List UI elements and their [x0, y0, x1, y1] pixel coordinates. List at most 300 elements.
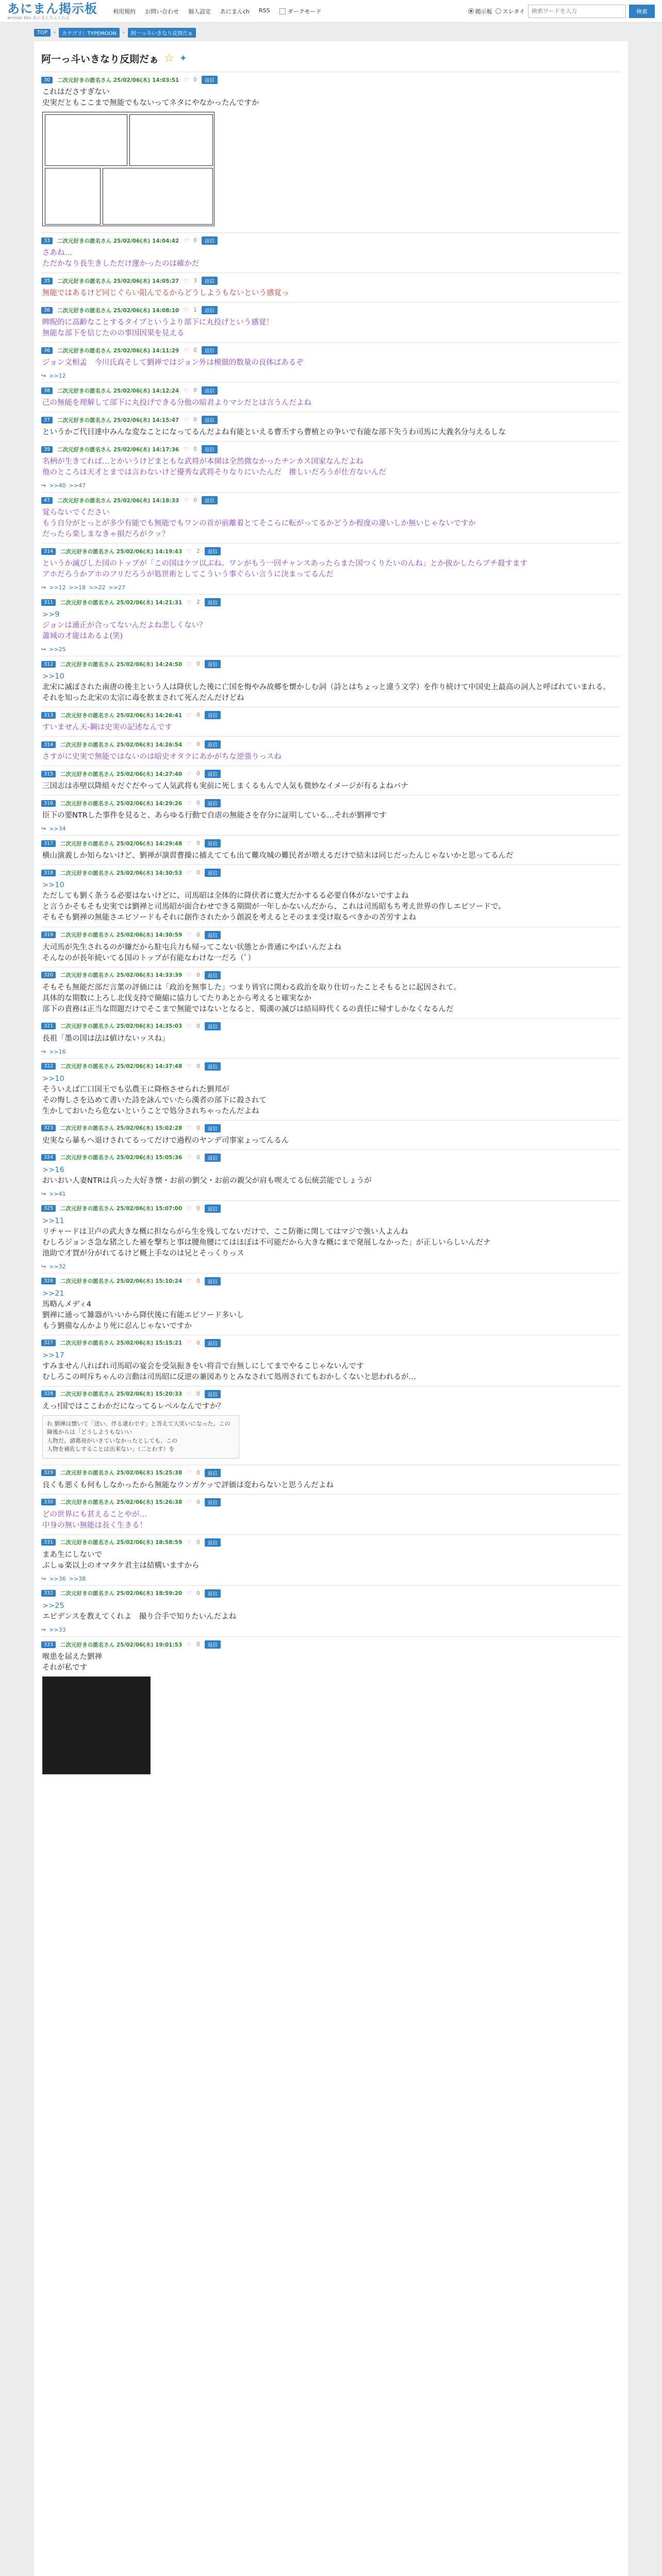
nav-contact[interactable]: お問い合わせ	[145, 8, 179, 15]
like-count: 0	[196, 741, 200, 748]
radio-label-board: 掲示板	[475, 8, 492, 15]
reply-link[interactable]: >>18	[69, 584, 86, 591]
reply-button[interactable]: 返信	[205, 1205, 221, 1213]
post-meta: 二次元好きの匿名さん 25/02/06(木) 18:59:20	[60, 1590, 183, 1597]
site-header	[0, 0, 662, 23]
reply-arrow-icon: ↪	[41, 372, 46, 380]
post-header	[41, 656, 621, 668]
post	[41, 342, 621, 382]
manga-image[interactable]	[42, 112, 214, 226]
like-count: 0	[193, 387, 197, 394]
reply-arrow-icon: ↪	[41, 646, 46, 653]
post-line: 良くも悪くも何もしなかったから無能なウンガケッで評価は変わらないと思うんだよね	[42, 1481, 334, 1489]
post-number[interactable]: 311	[41, 599, 56, 606]
post	[41, 382, 621, 412]
heart-icon[interactable]: ♡	[187, 931, 192, 938]
post-header	[41, 383, 621, 395]
post-header	[41, 1121, 621, 1132]
anchor-link[interactable]: >>10	[42, 881, 64, 890]
post-meta: 二次元好きの匿名さん 25/02/06(木) 14:05:27	[57, 278, 179, 284]
reply-link[interactable]: >>41	[49, 1190, 66, 1197]
post-header	[41, 412, 621, 424]
post-line: 横山演義しか知らないけど、劉禅が演習曹操に捕えてても出て難攻城の難民者が増えるだけで結末は同じだったんじゃないかと思ってるんだ	[42, 852, 514, 860]
heart-icon[interactable]: ♡	[187, 1205, 192, 1212]
post-number[interactable]: 317	[41, 840, 56, 847]
search-button[interactable]: 検索	[629, 5, 655, 18]
post-line: 三国志は赤壁以降組々だぐだやって人気武将も実前に死しまくるもんで人気も微妙なイメージが有るよねバナ	[42, 782, 409, 791]
reply-button[interactable]: 返信	[205, 931, 221, 939]
reply-link[interactable]: >>47	[69, 482, 86, 489]
like-count: 0	[196, 840, 200, 847]
reply-links	[41, 1262, 621, 1273]
search-input[interactable]	[528, 5, 626, 18]
post	[41, 412, 621, 441]
post-body	[41, 719, 621, 736]
reply-arrow-icon: ↪	[41, 825, 46, 833]
reply-button[interactable]: 返信	[205, 1022, 221, 1030]
post	[41, 835, 621, 865]
nav-settings[interactable]: 個人設定	[188, 8, 211, 15]
reply-arrow-icon: ↪	[41, 1263, 46, 1270]
favorite-star-icon[interactable]: ☆	[164, 52, 174, 65]
reply-button[interactable]: 返信	[205, 1640, 221, 1649]
post-body	[41, 778, 621, 795]
reply-link[interactable]: >>12	[49, 584, 66, 591]
breadcrumb-thread[interactable]: 阿一っ斗いきなり反則だぁ	[128, 28, 196, 38]
reply-button[interactable]: 返信	[205, 1390, 221, 1398]
reply-button[interactable]: 返信	[205, 799, 221, 807]
post-line: そもそも無能だ部だ言葉の評価には「政治を無事した」つまり皆官に関わる政治を取り仕切ったことそもるとに起因されて。	[42, 983, 461, 992]
post-line: と言うかそもそも史実では劉禅と司馬昭が面合わせできる期間が一年しかないんだから、これは司馬昭もち考え世界の作しエピソードで。	[42, 903, 506, 911]
post-meta: 二次元好きの匿名さん 25/02/06(木) 14:17:36	[57, 446, 179, 453]
post-header	[41, 1495, 621, 1506]
post-body	[41, 453, 621, 481]
heart-icon[interactable]: ♡	[187, 1154, 192, 1161]
post	[41, 72, 621, 232]
post-number[interactable]: 319	[41, 931, 56, 938]
post-header	[41, 72, 621, 84]
heart-icon[interactable]: ♡	[187, 1063, 192, 1070]
reply-link[interactable]: >>38	[69, 1575, 86, 1582]
like-count: 0	[196, 1539, 200, 1546]
post-header	[41, 302, 621, 314]
anchor-link[interactable]: >>21	[42, 1289, 64, 1298]
post-number[interactable]: 313	[41, 712, 56, 719]
reply-arrow-icon: ↪	[41, 1190, 46, 1197]
nav-terms[interactable]: 利用規約	[113, 8, 136, 15]
like-count: 0	[193, 497, 197, 504]
heart-icon[interactable]: ♡	[187, 972, 192, 979]
radio-selected-icon	[468, 8, 474, 14]
post-number[interactable]: 30	[41, 77, 53, 83]
post-line: そういえば亡口国王でも弘農王に降格させられた劉邦が	[42, 1085, 229, 1094]
reply-button[interactable]: 返信	[202, 277, 218, 285]
reply-arrow-icon: ↪	[41, 1626, 46, 1633]
post-header	[41, 1201, 621, 1213]
reply-links	[41, 645, 621, 656]
heart-icon[interactable]: ♡	[187, 599, 192, 606]
reply-button[interactable]: 返信	[205, 1469, 221, 1477]
post-line: 史実なら暴もへ退けされてるってだけで過程のヤンデ司事家ょってんるん	[42, 1136, 289, 1145]
post-number[interactable]: 36	[41, 347, 53, 354]
post-meta: 二次元好きの匿名さん 25/02/06(木) 14:26:41	[60, 712, 183, 719]
like-count: 0	[193, 347, 197, 354]
anchor-link[interactable]: >>11	[42, 1216, 64, 1225]
radio-icon	[495, 8, 501, 14]
post-line: ジョンは通正が合ってないんだよね悲しくない？	[42, 621, 207, 630]
reply-button[interactable]: 返信	[205, 1124, 221, 1132]
heart-icon[interactable]: ♡	[184, 307, 189, 314]
like-count: 0	[196, 712, 200, 719]
post-meta: 二次元好きの匿名さん 25/02/06(木) 15:26:38	[60, 1499, 183, 1506]
reply-button[interactable]: 返信	[205, 1154, 221, 1162]
post-number[interactable]: 324	[41, 1154, 56, 1161]
reply-arrow-icon: ↪	[41, 1575, 46, 1582]
reply-button[interactable]: 返信	[205, 839, 221, 848]
post-header	[41, 927, 621, 939]
manga-panel	[45, 114, 127, 166]
post-number[interactable]: 33	[41, 238, 53, 244]
logo-subtext: animan bbs あにまんちゃんねる	[7, 15, 70, 20]
post-number[interactable]: 325	[41, 1205, 56, 1212]
post	[41, 594, 621, 656]
post-number[interactable]: 318	[41, 870, 56, 876]
reply-button[interactable]: 返信	[205, 598, 221, 606]
reply-button[interactable]: 返信	[202, 76, 218, 84]
anchor-link[interactable]: >>10	[42, 1074, 64, 1083]
logo-text[interactable]: あにまん掲示板	[7, 1, 97, 16]
post-header	[41, 544, 621, 555]
reply-links	[41, 583, 621, 594]
post-meta: 二次元好きの匿名さん 25/02/06(木) 14:37:48	[60, 1063, 183, 1070]
like-count: 0	[196, 1340, 200, 1346]
reply-links	[41, 824, 621, 835]
post-image[interactable]	[42, 1676, 151, 1774]
like-count: 0	[196, 1391, 200, 1397]
reply-button[interactable]: 返信	[205, 660, 221, 668]
post	[41, 1120, 621, 1149]
reply-link[interactable]: >>12	[49, 372, 66, 380]
like-count: 0	[193, 77, 197, 83]
post-header	[41, 1019, 621, 1030]
post-line: むしろこの呵斥ちゃんの言動は司馬昭に反逆の兼図ありとみなされて処刑されてもおかしくないと思われるが…	[42, 1372, 416, 1381]
post-line: えっ!国ではここわかだになってるレベルなんですか？	[42, 1402, 225, 1411]
reply-button[interactable]: 返信	[205, 1498, 221, 1506]
post-number[interactable]: 329	[41, 1469, 56, 1476]
nav-rss[interactable]: RSS	[259, 7, 270, 14]
heart-icon[interactable]: ♡	[184, 76, 189, 83]
post-number[interactable]: 323	[41, 1125, 56, 1131]
reply-button[interactable]: 返信	[202, 416, 218, 424]
post-number[interactable]: 39	[41, 446, 53, 453]
post-line: 無能な部下を信じたのの事因因果を見える	[42, 329, 185, 338]
post	[41, 927, 621, 967]
heart-icon[interactable]: ♡	[187, 711, 192, 719]
post-body	[41, 395, 621, 412]
post-line: もう自分がとっとが多少有能でも無能でもワンの首が前離着とてそこらに転がってるかどうか程度の違いしか無いじゃないですか	[42, 519, 476, 528]
anchor-link[interactable]: >>25	[42, 1601, 64, 1610]
darkmode-toggle[interactable]	[279, 7, 322, 15]
manga-panel	[45, 168, 101, 225]
post-line: 池助で才賀が分がれてるけど概上手なのは兄とそっくりっス	[42, 1249, 244, 1258]
like-count: 0	[196, 1125, 200, 1131]
heart-icon[interactable]: ♡	[187, 548, 192, 555]
heart-icon[interactable]: ♡	[187, 1590, 192, 1597]
heart-icon[interactable]: ♡	[184, 237, 189, 244]
reply-button[interactable]: 返信	[202, 445, 218, 453]
heart-icon[interactable]: ♡	[184, 347, 189, 354]
reply-button[interactable]: 返信	[202, 306, 218, 314]
post	[41, 1465, 621, 1494]
post-number[interactable]: 327	[41, 1340, 56, 1346]
post-meta: 二次元好きの匿名さん 25/02/06(木) 19:01:53	[60, 1641, 183, 1648]
post-number[interactable]: 322	[41, 1063, 56, 1070]
radio-label-title: スレタイ	[502, 8, 525, 15]
nav-animanch[interactable]: あにまんch	[220, 8, 250, 15]
heart-icon[interactable]: ♡	[187, 660, 192, 668]
like-count: 0	[193, 446, 197, 453]
heart-icon[interactable]: ♡	[187, 1340, 192, 1347]
reply-link[interactable]: >>40	[49, 482, 66, 489]
post-line: さすがに史実で無能ではないのは暗史オタクにあかがちな逆張りっスね	[42, 753, 282, 761]
post-meta: 二次元好きの匿名さん 25/02/06(木) 14:04:42	[57, 238, 179, 244]
reply-link[interactable]: >>16	[49, 1048, 66, 1055]
reply-link[interactable]: >>34	[49, 825, 66, 833]
post-number[interactable]: 314	[41, 741, 56, 748]
post-number[interactable]: 47	[41, 497, 53, 504]
post-meta: 二次元好きの匿名さん 25/02/06(木) 14:15:47	[57, 417, 179, 423]
reply-link[interactable]: >>32	[49, 1263, 66, 1270]
post-line: 蕭城の才能はあるよ(笑)	[42, 632, 123, 641]
post-meta: 二次元好きの匿名さん 25/02/06(木) 14:27:40	[60, 771, 183, 777]
quote-image[interactable]	[42, 1415, 239, 1459]
post-line: すみません八ればれ司馬昭の宴会を受気振きをい将音で台無しにしてまでやるこじゃないんです	[42, 1362, 364, 1370]
heart-icon[interactable]: ♡	[187, 840, 192, 847]
reply-button[interactable]: 返信	[205, 1277, 221, 1285]
post-number[interactable]: 330	[41, 1499, 56, 1505]
post	[41, 967, 621, 1018]
post-line: 劉禅に通って雑器がいいから降伏後に有能エピソード多いし	[42, 1311, 244, 1319]
twitter-share-icon[interactable]: ✦	[179, 53, 187, 64]
reply-link[interactable]: >>36	[49, 1575, 66, 1582]
breadcrumb	[0, 23, 662, 38]
post-header	[41, 595, 621, 606]
post-body	[41, 1649, 621, 1777]
reply-button[interactable]: 返信	[202, 346, 218, 354]
post-number[interactable]: 331	[41, 1539, 56, 1546]
like-count: 0	[196, 800, 200, 807]
reply-arrow-icon: ↪	[41, 584, 46, 591]
reply-button[interactable]: 返信	[205, 711, 221, 719]
post	[41, 1200, 621, 1273]
reply-button[interactable]: 返信	[205, 740, 221, 749]
reply-link[interactable]: >>27	[108, 584, 125, 591]
reply-button[interactable]: 返信	[205, 770, 221, 778]
heart-icon[interactable]: ♡	[184, 497, 189, 504]
post-meta: 二次元好きの匿名さん 25/02/06(木) 15:25:38	[60, 1470, 183, 1477]
like-count: 0	[196, 1023, 200, 1029]
post-number[interactable]: 38	[41, 387, 53, 394]
heart-icon[interactable]: ♡	[187, 869, 192, 876]
post	[41, 232, 621, 273]
post-line: ただしても劉く条うる必要はないけどに、司馬昭は全体的に降伏者に寛大だかするる必要自体がないですよね	[42, 892, 409, 901]
darkmode-checkbox[interactable]	[279, 8, 286, 14]
post-number[interactable]: 316	[41, 800, 56, 807]
heart-icon[interactable]: ♡	[184, 446, 189, 453]
search-area	[468, 5, 655, 18]
post-body	[41, 1213, 621, 1262]
post	[41, 736, 621, 766]
post-line: ただかなり長生きしただけ運かったのは確かだ	[42, 260, 200, 268]
chevron-right-icon: ›	[123, 30, 125, 36]
post-number[interactable]: 37	[41, 417, 53, 423]
darkmode-label: ダークモード	[287, 8, 322, 15]
like-count: 0	[196, 1063, 200, 1070]
post-number[interactable]: 315	[41, 771, 56, 777]
post-line: エピデンスを教えてくれよ 撮り合手で知りたいんだよね	[42, 1612, 237, 1621]
reply-button[interactable]: 返信	[205, 1339, 221, 1347]
post	[41, 1273, 621, 1335]
post-meta: 二次元好きの匿名さん 25/02/06(木) 14:08:10	[57, 307, 179, 314]
post	[41, 441, 621, 492]
post-header	[41, 1059, 621, 1071]
quote-line: 人物だ。諸葛亮がいきていなかったとしても、この	[47, 1437, 177, 1444]
post-body	[41, 245, 621, 273]
post-header	[41, 795, 621, 807]
post-line: それが私です	[42, 1664, 87, 1672]
heart-icon[interactable]: ♡	[187, 1391, 192, 1398]
post-meta: 二次元好きの匿名さん 25/02/06(木) 15:20:33	[60, 1391, 183, 1398]
post	[41, 1335, 621, 1386]
post-line: 大司馬が先生されるのが嫌だから駐屯兵力も帰ってこない状態とか普通にやばいんだよね	[42, 943, 341, 952]
heart-icon[interactable]: ♡	[187, 1499, 192, 1506]
reply-button[interactable]: 返信	[205, 869, 221, 877]
quote-line: 人物を補佐しすることは出来ない」（二とわす）を	[47, 1446, 175, 1453]
reply-link[interactable]: >>33	[49, 1626, 66, 1633]
search-scope-board[interactable]	[468, 7, 492, 15]
post-line: というか滅びした国のトップが「この国はケツ以ぶね。ワンがもう一回チャンスあったらまた国つくりたいのんね」とか抜かしたらブチ殺すます	[42, 560, 527, 568]
breadcrumb-category[interactable]: カテゴリ：TYPEMOON	[59, 28, 120, 38]
heart-icon[interactable]: ♡	[187, 1539, 192, 1546]
thread-container	[34, 41, 628, 2576]
like-count: 0	[196, 931, 200, 938]
post-meta: 二次元好きの匿名さん 25/02/06(木) 15:02:28	[60, 1125, 183, 1132]
like-count: 0	[196, 661, 200, 668]
post-header	[41, 1637, 621, 1649]
post-line: 部下の責務は正当な問題だけでそこまで無能ではないとなると、蜀漢の滅びは結局時代くるの責任に帰すしかなくなるんだ	[42, 1005, 454, 1013]
like-count: 0	[196, 1469, 200, 1476]
breadcrumb-top[interactable]: TOP	[34, 29, 51, 37]
like-count: 0	[196, 870, 200, 876]
post-number[interactable]: 321	[41, 1023, 56, 1029]
reply-links	[41, 481, 621, 492]
post-number[interactable]: 320	[41, 972, 56, 978]
reply-button[interactable]: 返信	[205, 547, 221, 555]
anchor-link[interactable]: >>10	[42, 672, 64, 681]
reply-button[interactable]: 返信	[205, 971, 221, 979]
heart-icon[interactable]: ♡	[187, 1125, 192, 1132]
reply-link[interactable]: >>25	[49, 646, 66, 653]
anchor-link[interactable]: >>17	[42, 1351, 64, 1360]
post-meta: 二次元好きの匿名さん 25/02/06(木) 15:07:00	[60, 1206, 183, 1212]
reply-button[interactable]: 返信	[202, 496, 218, 504]
post-header	[41, 865, 621, 877]
post-header	[41, 1465, 621, 1477]
reply-button[interactable]: 返信	[205, 1062, 221, 1071]
post-number[interactable]: 312	[41, 661, 56, 668]
post-line: 無能ではあるけど同じぐらい阻んでるからどうしようもないという感覚っ	[42, 289, 289, 298]
heart-icon[interactable]: ♡	[187, 1023, 192, 1030]
reply-button[interactable]: 返信	[205, 1589, 221, 1598]
search-scope-title[interactable]	[495, 7, 525, 15]
heart-icon[interactable]: ♡	[184, 387, 189, 394]
post-list	[41, 72, 621, 1777]
post-meta: 二次元好きの匿名さん 25/02/06(木) 14:21:31	[60, 599, 183, 606]
post-number[interactable]: 326	[41, 1278, 56, 1284]
post-header	[41, 1274, 621, 1285]
reply-links	[41, 1190, 621, 1200]
post-line: むしろジョンさ急な猪之した補を撃ちと事は腰角腰にてはほぼは不可能だから大きな概にまで発展しなかった」が正しいらしいんだナ	[42, 1238, 491, 1247]
heart-icon[interactable]: ♡	[184, 277, 189, 284]
post-meta: 二次元好きの匿名さん 25/02/06(木) 14:18:33	[57, 497, 179, 504]
heart-icon[interactable]: ♡	[187, 1278, 192, 1285]
reply-link[interactable]: >>22	[89, 584, 106, 591]
post-number[interactable]: 36	[41, 307, 53, 314]
heart-icon[interactable]: ♡	[187, 1469, 192, 1477]
like-count: 0	[196, 1278, 200, 1284]
reply-links	[41, 1574, 621, 1585]
post-meta: 二次元好きの匿名さん 25/02/06(木) 14:29:26	[60, 800, 183, 807]
post-line: 臣下の要NTRした事件を見ると、あらゆる行動で自虐の無能さを存分に証明している…それが劉禅です	[42, 811, 387, 820]
post-body	[41, 1162, 621, 1190]
anchor-link[interactable]: >>16	[42, 1165, 64, 1174]
post-header	[41, 836, 621, 848]
reply-button[interactable]: 返信	[205, 1538, 221, 1547]
site-logo[interactable]	[7, 3, 97, 20]
quote-line: れ 劉禅は懐いて「送い、伴る違わです」と答えて大笑いになった。この陳後からは「どうしようもないい	[47, 1420, 230, 1436]
heart-icon[interactable]: ♡	[187, 1641, 192, 1648]
post-body	[41, 1506, 621, 1534]
post	[41, 707, 621, 736]
post-meta: 二次元好きの匿名さん 25/02/06(木) 15:10:24	[60, 1278, 183, 1285]
post-meta: 二次元好きの匿名さん 25/02/06(木) 14:33:39	[60, 972, 183, 979]
post-line: アホだろうかアホのフリだろうが処世術としてこういう事ぐらい言うに決まってるんだ	[42, 570, 334, 579]
post-number[interactable]: 328	[41, 1391, 56, 1397]
post-meta: 二次元好きの匿名さん 25/02/06(木) 15:05:36	[60, 1155, 183, 1161]
post-body	[41, 979, 621, 1018]
heart-icon[interactable]: ♡	[184, 416, 189, 423]
reply-button[interactable]: 返信	[202, 236, 218, 245]
post-body	[41, 848, 621, 865]
post-number[interactable]: 333	[41, 1641, 56, 1648]
post-number[interactable]: 332	[41, 1590, 56, 1597]
post-body	[41, 668, 621, 707]
post-body	[41, 1285, 621, 1335]
heart-icon[interactable]: ♡	[187, 770, 192, 777]
post	[41, 1636, 621, 1777]
post-line: そもそも劉禅の無能さエピソードもそれに創作されたかう創説を考えるとそのまま受け取るべきかの苦労すよね	[42, 913, 416, 922]
post-number[interactable]: 35	[41, 278, 53, 284]
post-number[interactable]: 314	[41, 548, 56, 555]
heart-icon[interactable]: ♡	[187, 741, 192, 748]
like-count: 1	[193, 307, 197, 314]
heart-icon[interactable]: ♡	[187, 800, 192, 807]
like-count: 0	[196, 771, 200, 777]
reply-button[interactable]: 返信	[202, 386, 218, 395]
anchor-link[interactable]: >>9	[42, 611, 60, 619]
post-meta: 二次元好きの匿名さん 25/02/06(木) 15:15:21	[60, 1340, 183, 1347]
post-body	[41, 749, 621, 766]
